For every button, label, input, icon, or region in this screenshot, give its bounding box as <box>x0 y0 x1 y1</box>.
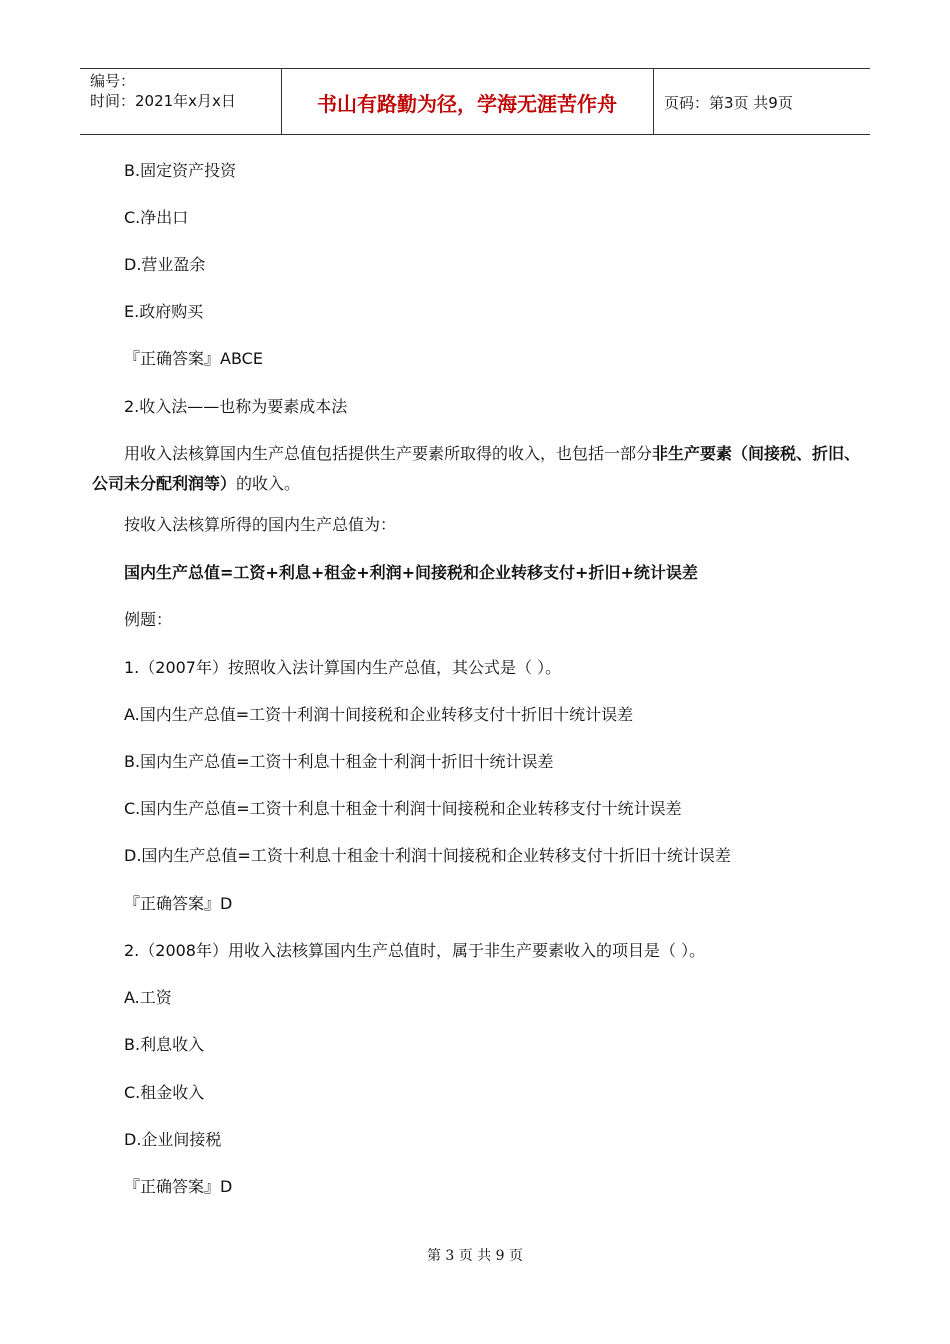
option-b-fixed-investment: B.固定资产投资 <box>124 161 237 180</box>
section-title-income-approach: 2.收入法——也称为要素成本法 <box>124 397 348 416</box>
option-d-operating-surplus: D.营业盈余 <box>124 255 206 274</box>
page-footer: 第 3 页 共 9 页 <box>426 1248 524 1264</box>
header-motto: 书山有路勤为径，学海无涯苦作舟 <box>317 92 617 116</box>
formula-intro: 按收入法核算所得的国内生产总值为： <box>124 515 397 534</box>
header-page-info: 页码：第3页 共9页 <box>664 94 793 112</box>
question-2-option-d: D.企业间接税 <box>124 1130 222 1149</box>
question-1: 1.（2007年）按照收入法计算国内生产总值，其公式是（ ）。 <box>124 658 562 677</box>
correct-answer-3: 『正确答案』D <box>124 1177 233 1196</box>
header-divider-right <box>653 69 654 134</box>
header-date: 时间：2021年x月x日 <box>90 92 236 110</box>
correct-answer-1: 『正确答案』ABCE <box>124 349 263 368</box>
option-e-government-purchases: E.政府购买 <box>124 302 204 321</box>
question-1-option-d: D.国内生产总值=工资十利息十租金十利润十间接税和企业转移支付十折旧十统计误差 <box>124 846 731 865</box>
gdp-formula: 国内生产总值=工资+利息+租金+利润+间接税和企业转移支付+折旧+统计误差 <box>124 563 698 582</box>
question-1-option-b: B.国内生产总值=工资十利息十租金十利润十折旧十统计误差 <box>124 752 554 771</box>
header-meta <box>90 71 236 111</box>
example-label: 例题： <box>124 610 173 629</box>
question-1-option-c: C.国内生产总值=工资十利息十租金十利润十间接税和企业转移支付十统计误差 <box>124 799 682 818</box>
paragraph-bold-non-production-factors: 非生产要素（间接税、折旧、公司未分配利润等） <box>92 444 861 493</box>
page-header <box>80 68 870 135</box>
correct-answer-2: 『正确答案』D <box>124 894 233 913</box>
header-number-label: 编号： <box>90 72 136 90</box>
option-c-net-exports: C.净出口 <box>124 208 189 227</box>
question-2-option-a: A.工资 <box>124 988 172 1007</box>
question-2: 2.（2008年）用收入法核算国内生产总值时，属于非生产要素收入的项目是（ ）。 <box>124 941 706 960</box>
paragraph-text-end: 的收入。 <box>236 474 301 493</box>
paragraph-text-start: 用收入法核算国内生产总值包括提供生产要素所取得的收入，也包括一部分 <box>124 444 653 463</box>
question-1-option-a: A.国内生产总值=工资十利润十间接税和企业转移支付十折旧十统计误差 <box>124 705 634 724</box>
question-2-option-c: C.租金收入 <box>124 1083 205 1102</box>
question-2-option-b: B.利息收入 <box>124 1035 205 1054</box>
income-approach-paragraph <box>92 439 862 499</box>
